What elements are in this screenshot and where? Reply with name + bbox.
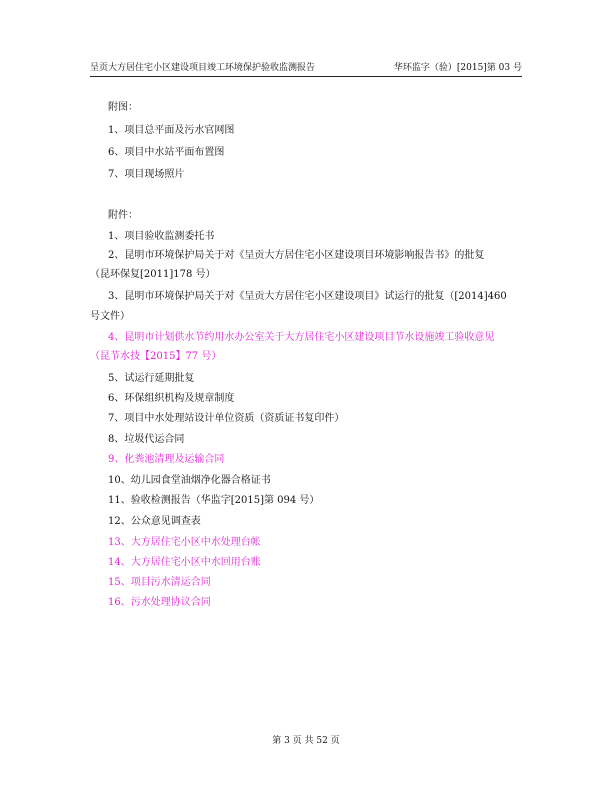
figure-item: 7、项目现场照片 — [108, 169, 185, 180]
page-footer: 第 3 页 共 52 页 — [272, 736, 340, 746]
attachment-item-highlighted: 14、大方居住宅小区中水回用台账 — [108, 557, 261, 568]
attachment-item-continued: 号文件） — [90, 311, 130, 322]
attachment-item-highlighted-continued: （昆节水技【2015】77 号） — [90, 351, 222, 362]
attachments-heading: 附件： — [108, 210, 138, 221]
attachment-item-highlighted: 15、项目污水清运合同 — [108, 577, 211, 588]
attachment-item: 2、昆明市环境保护局关于对《呈贡大方居住宅小区建设项目环境影响报告书》的批复 — [108, 250, 485, 261]
attachment-item: 6、环保组织机构及规章制度 — [108, 393, 235, 404]
page-header — [90, 62, 522, 77]
attachment-item-highlighted: 9、化粪池清理及运输合同 — [108, 454, 225, 465]
figure-item: 6、项目中水站平面布置图 — [108, 147, 225, 158]
attachment-item: 5、试运行延期批复 — [108, 373, 195, 384]
header-report-title: 呈贡大方居住宅小区建设项目竣工环境保护验收监测报告 — [90, 63, 316, 73]
figures-heading: 附图： — [108, 102, 138, 113]
figure-item: 1、项目总平面及污水官网图 — [108, 125, 235, 136]
attachment-item: 7、项目中水处理站设计单位资质（资质证书复印件） — [108, 413, 345, 424]
attachment-item: 3、昆明市环境保护局关于对《呈贡大方居住宅小区建设项目》试运行的批复（[2014]460 — [108, 291, 507, 302]
attachment-item-highlighted: 4、昆明市计划供水节约用水办公室关于大方居住宅小区建设项目节水设施竣工验收意见 — [108, 332, 495, 343]
header-report-number: 华环监字（验）[2015]第 03 号 — [393, 63, 522, 73]
attachment-item-continued: （昆环保复[2011]178 号） — [90, 269, 216, 280]
attachment-item: 1、项目验收监测委托书 — [108, 231, 215, 242]
attachment-item: 11、验收检测报告（华监字[2015]第 094 号） — [108, 495, 320, 506]
attachment-item: 10、幼儿园食堂油烟净化器合格证书 — [108, 475, 271, 486]
attachment-item: 8、垃圾代运合同 — [108, 434, 185, 445]
attachment-item-highlighted: 16、污水处理协议合同 — [108, 597, 211, 608]
attachment-item-highlighted: 13、大方居住宅小区中水处理台帐 — [108, 537, 261, 548]
attachment-item: 12、公众意见调查表 — [108, 516, 201, 527]
